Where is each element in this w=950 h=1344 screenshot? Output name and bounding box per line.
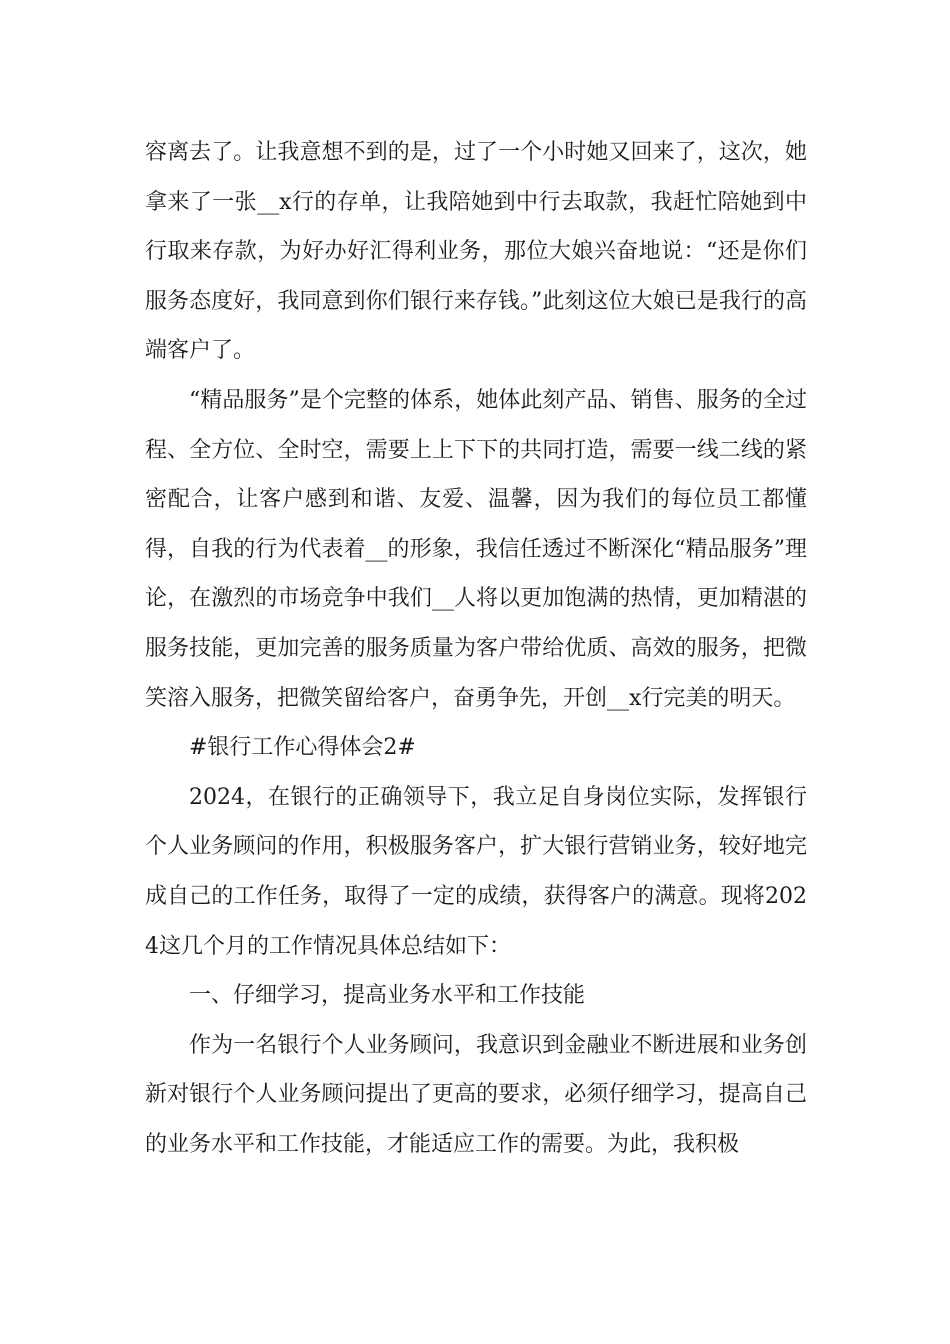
paragraph-study-detail: 作为一名银行个人业务顾问，我意识到金融业不断进展和业务创新对银行个人业务顾问提出了更高的要求，必须仔细学习，提高自己的业务水平和工作技能，才能适应工作的需要。为此，我积极 <box>145 1032 807 1157</box>
paragraph-story-ending: 容离去了。让我意想不到的是，过了一个小时她又回来了，这次，她拿来了一张__x行的存单，让我陪她到中行去取款，我赶忙陪她到中行取来存款，为好办好汇得利业务，那位大娘兴奋地说：“还是你们服务态度好，我同意到你们银行来存钱。”此刻这位大娘已是我行的高端客户了。 <box>145 140 807 364</box>
subheading-study: 一、仔细学习，提高业务水平和工作技能 <box>189 983 586 1009</box>
section-heading-2: #银行工作心得体会2# <box>189 735 416 761</box>
paragraph-quality-service: “精品服务”是个完整的体系，她体此刻产品、销售、服务的全过程、全方位、全时空，需要上上下下的共同打造，需要一线二线的紧密配合，让客户感到和谐、友爱、温馨，因为我们的每位员工都懂得，自我的行为代表着__的形象，我信任透过不断深化“精品服务”理论，在激烈的市场竞争中我们__人将以更加饱满的热情，更加精湛的服务技能，更加完善的服务质量为客户带给优质、高效的服务，把微笑溶入服务，把微笑留给客户，奋勇争先，开创__x行完美的明天。 <box>145 387 807 711</box>
paragraph-summary-intro: 2024，在银行的正确领导下，我立足自身岗位实际，发挥银行个人业务顾问的作用，积极服务客户，扩大银行营销业务，较好地完成自己的工作任务，取得了一定的成绩，获得客户的满意。现将2024这几个月的工作情况具体总结如下： <box>145 784 807 959</box>
document-page <box>145 128 807 1169</box>
